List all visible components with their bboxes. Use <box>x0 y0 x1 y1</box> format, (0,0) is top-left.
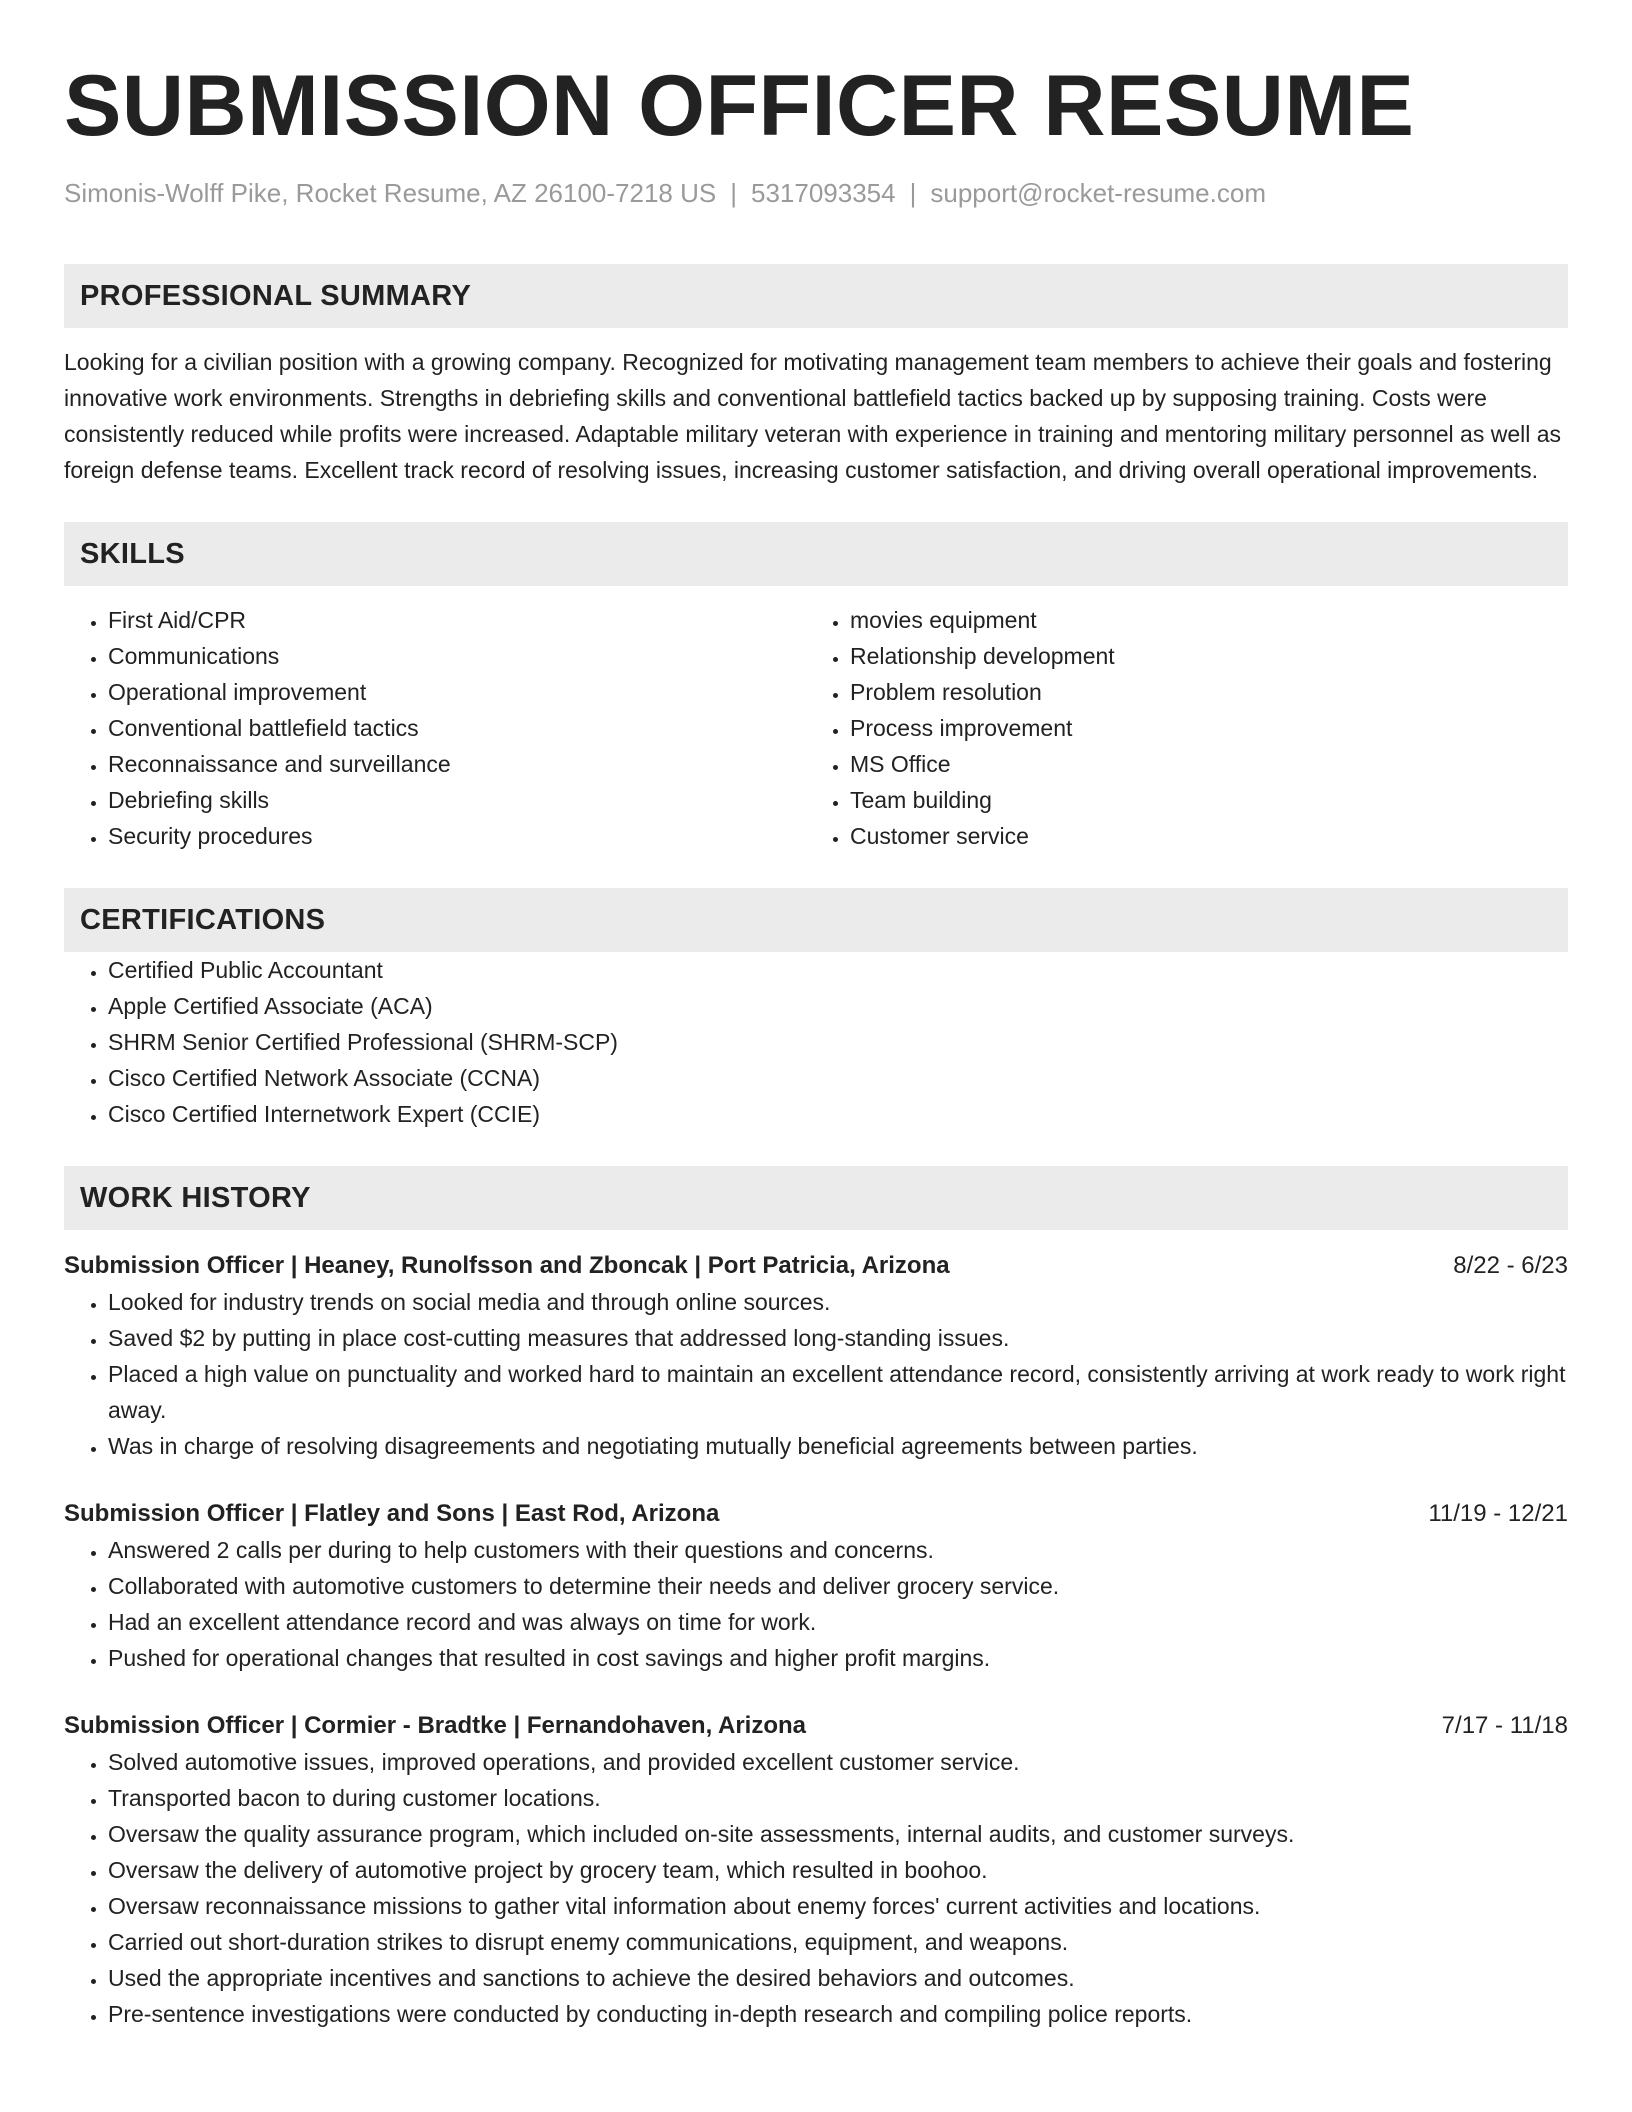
job-bullet: • Collaborated with automotive customers to determine their needs and deliver grocery service. <box>108 1568 1568 1604</box>
job-bullet: • Oversaw reconnaissance missions to gather vital information about enemy forces' current activities and locations. <box>108 1888 1568 1924</box>
certification-item: • SHRM Senior Certified Professional (SHRM-SCP) <box>108 1024 1568 1060</box>
job-bullet: • Looked for industry trends on social media and through online sources. <box>108 1284 1568 1320</box>
skill-item: • Customer service <box>850 818 1548 854</box>
resume-page <box>64 56 1568 2032</box>
job-entry <box>64 1708 1568 2032</box>
contact-email: support@rocket-resume.com <box>930 178 1266 208</box>
job-header <box>64 1708 1568 1744</box>
skill-item: • Relationship development <box>850 638 1548 674</box>
certifications-list <box>64 952 1568 1132</box>
job-bullet: • Pushed for operational changes that resulted in cost savings and higher profit margins. <box>108 1640 1568 1676</box>
job-header <box>64 1248 1568 1284</box>
skill-item: • Communications <box>108 638 806 674</box>
job-entry <box>64 1248 1568 1464</box>
job-bullets <box>64 1744 1568 2032</box>
summary-text: Looking for a civilian position with a growing company. Recognized for motivating management team members to achieve their goals and fostering innovative work environments. Strengths in debriefing skills and conventional battlefield tactics backed up by supposing training. Costs were consistently reduced while profits were increased. Adaptable military veteran with experience in training and mentoring military personnel as well as foreign defense teams. Excellent track record of resolving issues, increasing customer satisfaction, and driving overall operational improvements. <box>64 349 1562 483</box>
job-bullet: • Answered 2 calls per during to help customers with their questions and concerns. <box>108 1532 1568 1568</box>
skills-columns <box>64 602 1568 854</box>
job-bullet: • Oversaw the delivery of automotive project by grocery team, which resulted in boohoo. <box>108 1852 1568 1888</box>
skill-item: • Operational improvement <box>108 674 806 710</box>
skills-column-right <box>806 602 1548 854</box>
job-bullet: • Solved automotive issues, improved operations, and provided excellent customer service. <box>108 1744 1568 1780</box>
certification-item: • Cisco Certified Network Associate (CCNA) <box>108 1060 1568 1096</box>
skill-item: • Security procedures <box>108 818 806 854</box>
job-entry <box>64 1496 1568 1676</box>
contact-separator: | <box>730 178 737 208</box>
skill-item: • Team building <box>850 782 1548 818</box>
skill-item: • movies equipment <box>850 602 1548 638</box>
skill-item: • MS Office <box>850 746 1548 782</box>
job-bullet: • Carried out short-duration strikes to disrupt enemy communications, equipment, and weapons. <box>108 1924 1568 1960</box>
job-bullet: • Placed a high value on punctuality and worked hard to maintain an excellent attendance record, consistently arriving at work ready to work right away. <box>108 1356 1568 1428</box>
section-heading-work-history: WORK HISTORY <box>64 1166 1568 1230</box>
job-bullet: • Oversaw the quality assurance program, which included on-site assessments, internal audits, and customer surveys. <box>108 1816 1568 1852</box>
skills-list-left <box>64 602 806 854</box>
job-title: Submission Officer | Cormier - Bradtke | Fernandohaven, Arizona <box>64 1712 807 1739</box>
job-title: Submission Officer | Heaney, Runolfsson and Zboncak | Port Patricia, Arizona <box>64 1252 950 1279</box>
job-bullet: • Saved $2 by putting in place cost-cutting measures that addressed long-standing issues. <box>108 1320 1568 1356</box>
certification-item: • Apple Certified Associate (ACA) <box>108 988 1568 1024</box>
certification-item: • Cisco Certified Internetwork Expert (CCIE) <box>108 1096 1568 1132</box>
skill-item: • Problem resolution <box>850 674 1548 710</box>
section-heading-skills: SKILLS <box>64 522 1568 586</box>
skill-item: • Conventional battlefield tactics <box>108 710 806 746</box>
job-bullet: • Pre-sentence investigations were conducted by conducting in-depth research and compiling police reports. <box>108 1996 1568 2032</box>
skill-item: • Reconnaissance and surveillance <box>108 746 806 782</box>
skills-column-left <box>64 602 806 854</box>
skill-item: • First Aid/CPR <box>108 602 806 638</box>
section-heading-certifications: CERTIFICATIONS <box>64 888 1568 952</box>
job-bullet: • Transported bacon to during customer locations. <box>108 1780 1568 1816</box>
contact-line <box>64 176 1568 210</box>
job-header <box>64 1496 1568 1532</box>
job-dates: 11/19 - 12/21 <box>1428 1500 1568 1527</box>
section-heading-summary: PROFESSIONAL SUMMARY <box>64 264 1568 328</box>
job-bullet: • Used the appropriate incentives and sanctions to achieve the desired behaviors and outcomes. <box>108 1960 1568 1996</box>
job-bullets <box>64 1284 1568 1464</box>
resume-title: SUBMISSION OFFICER RESUME <box>64 58 1415 154</box>
job-bullet: • Was in charge of resolving disagreements and negotiating mutually beneficial agreements between parties. <box>108 1428 1568 1464</box>
contact-phone: 5317093354 <box>751 178 896 208</box>
skill-item: • Process improvement <box>850 710 1548 746</box>
job-bullet: • Had an excellent attendance record and was always on time for work. <box>108 1604 1568 1640</box>
contact-separator: | <box>909 178 917 208</box>
certification-item: • Certified Public Accountant <box>108 952 1568 988</box>
job-dates: 8/22 - 6/23 <box>1453 1252 1568 1279</box>
skill-item: • Debriefing skills <box>108 782 806 818</box>
job-title: Submission Officer | Flatley and Sons | East Rod, Arizona <box>64 1500 720 1527</box>
job-bullets <box>64 1532 1568 1676</box>
job-dates: 7/17 - 11/18 <box>1441 1712 1568 1739</box>
contact-address: Simonis-Wolff Pike, Rocket Resume, AZ 26100-7218 US <box>64 178 717 208</box>
skills-list-right <box>806 602 1548 854</box>
